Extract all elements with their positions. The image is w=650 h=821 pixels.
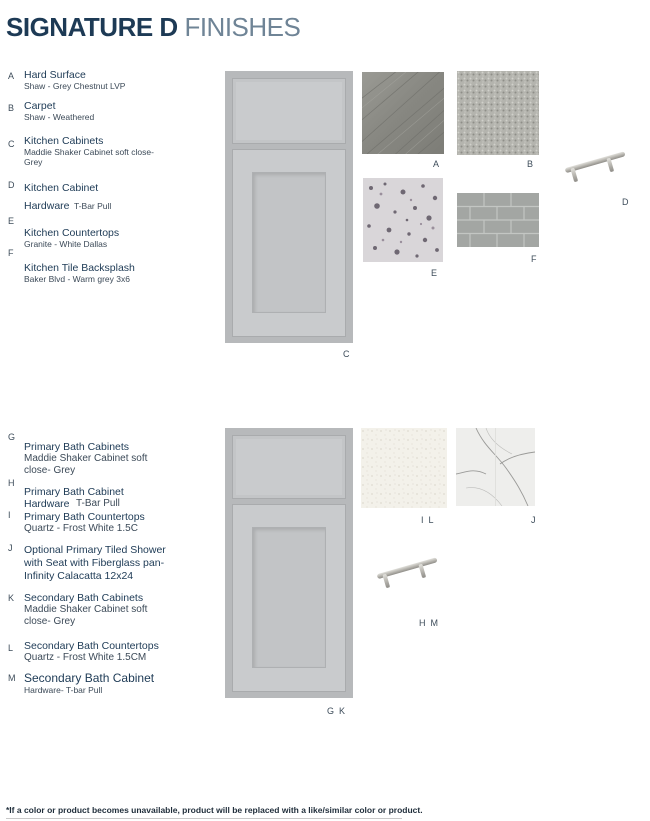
spec-item-primary-tiled-shower — [24, 544, 186, 583]
item-desc: Baker Blvd - Warm grey 3x6 — [24, 274, 130, 284]
item-desc: Granite - White Dallas — [24, 239, 108, 249]
t-bar-pull-icon — [370, 552, 442, 594]
item-name: Kitchen Countertops — [24, 227, 120, 239]
item-name: Hard Surface — [24, 69, 86, 81]
spec-item-secondary-bath-cabinets — [24, 592, 174, 628]
item-name: Secondary Bath Cabinet — [24, 671, 155, 685]
item-desc: Shaw - Weathered — [24, 112, 95, 122]
item-desc: Quartz - Frost White 1.5C — [24, 523, 138, 534]
swatch-caption-d: D — [622, 197, 629, 207]
item-letter-b: B — [8, 103, 15, 113]
item-letter-h: H — [8, 478, 15, 488]
item-letter-c: C — [8, 139, 15, 149]
spec-item-kitchen-cabinets — [24, 135, 164, 167]
item-name: Primary Bath Cabinets — [24, 441, 130, 453]
spec-item-kitchen-hardware — [24, 178, 129, 214]
item-letter-d: D — [8, 180, 15, 190]
swatch-caption-e: E — [431, 268, 438, 278]
item-letter-k: K — [8, 593, 15, 603]
granite-swatch — [363, 178, 443, 262]
spec-item-primary-bath-countertops — [24, 511, 194, 535]
item-desc: Maddie Shaker Cabinet soft close- Grey — [24, 604, 148, 627]
item-letter-j: J — [8, 543, 13, 553]
spec-item-primary-bath-hardware — [24, 486, 139, 510]
item-name: Primary Bath Cabinet Hardware — [24, 486, 124, 510]
item-desc: T-Bar Pull — [73, 201, 112, 211]
swatch-caption-gk: G K — [327, 706, 346, 716]
spec-item-carpet — [24, 100, 204, 122]
title-brand: SIGNATURE D — [6, 12, 178, 42]
item-name: Primary Bath Countertops — [24, 511, 145, 523]
item-letter-f: F — [8, 248, 14, 258]
title-suffix: FINISHES — [184, 12, 301, 42]
spec-item-hard-surface — [24, 69, 204, 91]
item-name: Kitchen Tile Backsplash — [24, 262, 135, 274]
item-letter-m: M — [8, 673, 16, 683]
swatch-caption-b: B — [527, 159, 534, 169]
page-title — [6, 12, 300, 43]
backsplash-tile-swatch — [457, 193, 539, 247]
swatch-caption-a: A — [433, 159, 440, 169]
item-letter-g: G — [8, 432, 16, 442]
item-desc: Maddie Shaker Cabinet soft close- Grey — [24, 147, 154, 167]
carpet-swatch — [457, 71, 539, 155]
item-name: Secondary Bath Countertops — [24, 640, 159, 652]
footnote-divider — [6, 818, 402, 819]
item-name: Carpet — [24, 100, 56, 112]
bath-cabinet-image — [225, 428, 353, 698]
t-bar-pull-icon — [558, 146, 630, 188]
item-letter-e: E — [8, 216, 15, 226]
quartz-frost-white-swatch — [361, 428, 447, 508]
swatch-caption-il: I L — [421, 515, 434, 525]
swatch-caption-c: C — [343, 349, 350, 359]
item-desc: Optional Primary Tiled Shower with Seat with Fiberglass pan- Infinity Calacatta 12x24 — [24, 544, 166, 582]
swatch-caption-hm: H M — [419, 618, 438, 628]
calacatta-marble-swatch — [456, 428, 535, 506]
item-desc: T-Bar Pull — [76, 498, 120, 509]
item-letter-i: I — [8, 510, 11, 520]
spec-item-kitchen-countertops — [24, 227, 204, 249]
kitchen-cabinet-image — [225, 71, 353, 343]
footnote: *If a color or product becomes unavailable, product will be replaced with a like/similar color or product. — [6, 805, 423, 815]
item-desc: Maddie Shaker Cabinet soft close- Grey — [24, 453, 148, 476]
item-letter-a: A — [8, 71, 15, 81]
item-name: Kitchen Cabinet Hardware — [24, 182, 99, 212]
swatch-caption-j: J — [531, 515, 536, 525]
spec-item-primary-bath-cabinets — [24, 441, 174, 477]
item-desc: Quartz - Frost White 1.5CM — [24, 652, 147, 663]
item-desc: Hardware- T-bar Pull — [24, 685, 103, 695]
hard-surface-swatch — [362, 72, 444, 154]
swatch-caption-f: F — [531, 254, 537, 264]
item-desc: Shaw - Grey Chestnut LVP — [24, 81, 126, 91]
item-name: Secondary Bath Cabinets — [24, 592, 144, 604]
item-name: Kitchen Cabinets — [24, 135, 104, 147]
spec-item-secondary-bath-hardware — [24, 671, 199, 695]
spec-item-secondary-bath-countertops — [24, 640, 199, 664]
spec-item-kitchen-backsplash — [24, 262, 142, 284]
item-letter-l: L — [8, 643, 14, 653]
